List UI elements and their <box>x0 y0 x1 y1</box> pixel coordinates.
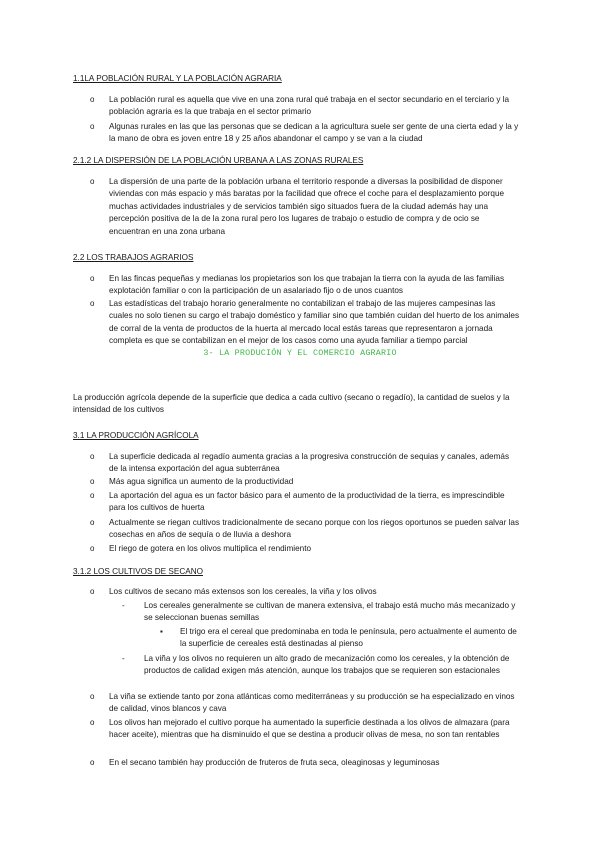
list-item: o En el secano también hay producción de fruteros de fruta seca, oleaginosas y leguminosas <box>90 757 520 769</box>
list-item: o La aportación del agua es un factor básico para el aumento de la productividad de la tierra, es imprescindible para los cultivos de huerta <box>90 491 505 513</box>
heading-agrarian-work: 2.2 LOS TRABAJOS AGRARIOS <box>73 253 194 262</box>
list-subitem: - La viña y los olivos no requieren un alto grado de mecanización como los cereales, y la obtención de productos de calidad exigen más atención, aunque los trabajos que se requieren son estacionales <box>122 654 510 676</box>
dash-marker: - <box>122 601 125 610</box>
bullet-marker: o <box>90 95 95 104</box>
list-item: o Las estadísticas del trabajo horario generalmente no contabilizan el trabajo de las mujeres campesinas las cuales no solo tienen su cargo el trabajo doméstico y familiar sino que también cuidan del huerto de los animales de corral de la venta de productos de la huerta al mercado local estás tareas que representaron a jornada completa es que se contabilizan en el mejor de los casos como una ayuda familiar a tiempo parcial <box>90 299 520 346</box>
bullet-marker: o <box>90 177 95 186</box>
bullet-marker: o <box>90 452 95 461</box>
list-item: o Actualmente se riegan cultivos tradicionalmente de secano porque con los riegos oportunos se pueden salvar las cosechas en años de sequía o de lluvia a deshora <box>90 518 520 540</box>
heading-rural-population: 1.1LA POBLACIÓN RURAL Y LA POBLACIÓN AGRARIA <box>73 74 282 83</box>
intro-paragraph: La producción agrícola depende de la superficie que dedica a cada cultivo (secano o regadío), la cantidad de suelos y la intensidad de los cultivos <box>73 393 510 415</box>
section-title: 3- LA PRODUCIÓN Y EL COMERCIO AGRARIO <box>203 348 397 358</box>
square-bullet-icon: ▪ <box>160 627 163 636</box>
bullet-marker: o <box>90 477 95 486</box>
list-item: o Más agua significa un aumento de la productividad <box>90 476 520 488</box>
heading-agricultural-production: 3.1 LA PRODUCCIÓN AGRÍCOLA <box>73 431 199 440</box>
bullet-marker: o <box>90 122 95 131</box>
list-item: o En las fincas pequeñas y medianas los propietarios son los que trabajan la tierra con la ayuda de las familias explotación familiar o con la participación de un asalariado fijo o de unos cuantos <box>90 274 505 296</box>
heading-dry-crops: 3.1.2 LOS CULTIVOS DE SECANO <box>73 567 203 576</box>
bullet-marker: o <box>90 491 95 500</box>
list-subsubitem: ▪ El trigo era el cereal que predominaba en toda le península, pero actualmente el aumento de la superficie de cereales está destinadas al pienso <box>160 627 517 649</box>
list-subitem: - Los cereales generalmente se cultivan de manera extensiva, el trabajo está mucho más mecanizado y se seleccionan buenas semillas <box>122 601 516 623</box>
list-item: o La superficie dedicada al regadío aumenta gracias a la progresiva construcción de sequias y canales, además de la intensa exportación del agua subterránea <box>90 452 510 474</box>
list-item: o La población rural es aquella que vive en una zona rural qué trabaja en el sector secundario en el terciario y la población agraria es la que trabaja en el sector primario <box>90 95 510 117</box>
list-item: o Los olivos han mejorado el cultivo porque ha aumentado la superficie destinada a los olivos de almazara (para hacer aceite), mientras que ha disminuido el que se destina a producir olivas de mesa, no son tan rentables <box>90 718 510 740</box>
bullet-marker: o <box>90 518 95 527</box>
list-item: o El riego de gotera en los olivos multiplica el rendimiento <box>90 543 520 555</box>
bullet-marker: o <box>90 692 95 701</box>
bullet-marker: o <box>90 587 95 596</box>
heading-urban-dispersion: 2.1.2 LA DISPERSIÓN DE LA POBLACIÓN URBANA A LAS ZONAS RURALES <box>73 156 364 165</box>
bullet-marker: o <box>90 718 95 727</box>
list-item: o La viña se extiende tanto por zona atlánticas como mediterráneas y su producción se ha especializado en vinos de calidad, vinos blancos y cava <box>90 692 515 714</box>
bullet-marker: o <box>90 274 95 283</box>
list-item: o La dispersión de una parte de la población urbana el territorio responde a diversas la posibilidad de disponer viviendas con más espacio y más baratas por la facilidad que ofrece el coche para el desplazamiento porque muchas actividades industriales y de servicios también sigo situados fuera de la ciudad además hay una percepción positiva de la de la zona rural pero los lugares de trabajo o estudio de compra y de ocio se encuentran en una zona urbana <box>90 177 505 236</box>
list-item: o Algunas rurales en las que las personas que se dedican a la agricultura suele ser gente de una cierta edad y la y la mano de obra es joven entre 18 y 25 años abandonar el campo y se van a la ciudad <box>90 122 519 144</box>
bullet-marker: o <box>90 758 95 767</box>
bullet-marker: o <box>90 299 95 308</box>
bullet-marker: o <box>90 544 95 553</box>
list-item: o Los cultivos de secano más extensos son los cereales, la viña y los olivos <box>90 586 520 598</box>
dash-marker: - <box>122 654 125 663</box>
